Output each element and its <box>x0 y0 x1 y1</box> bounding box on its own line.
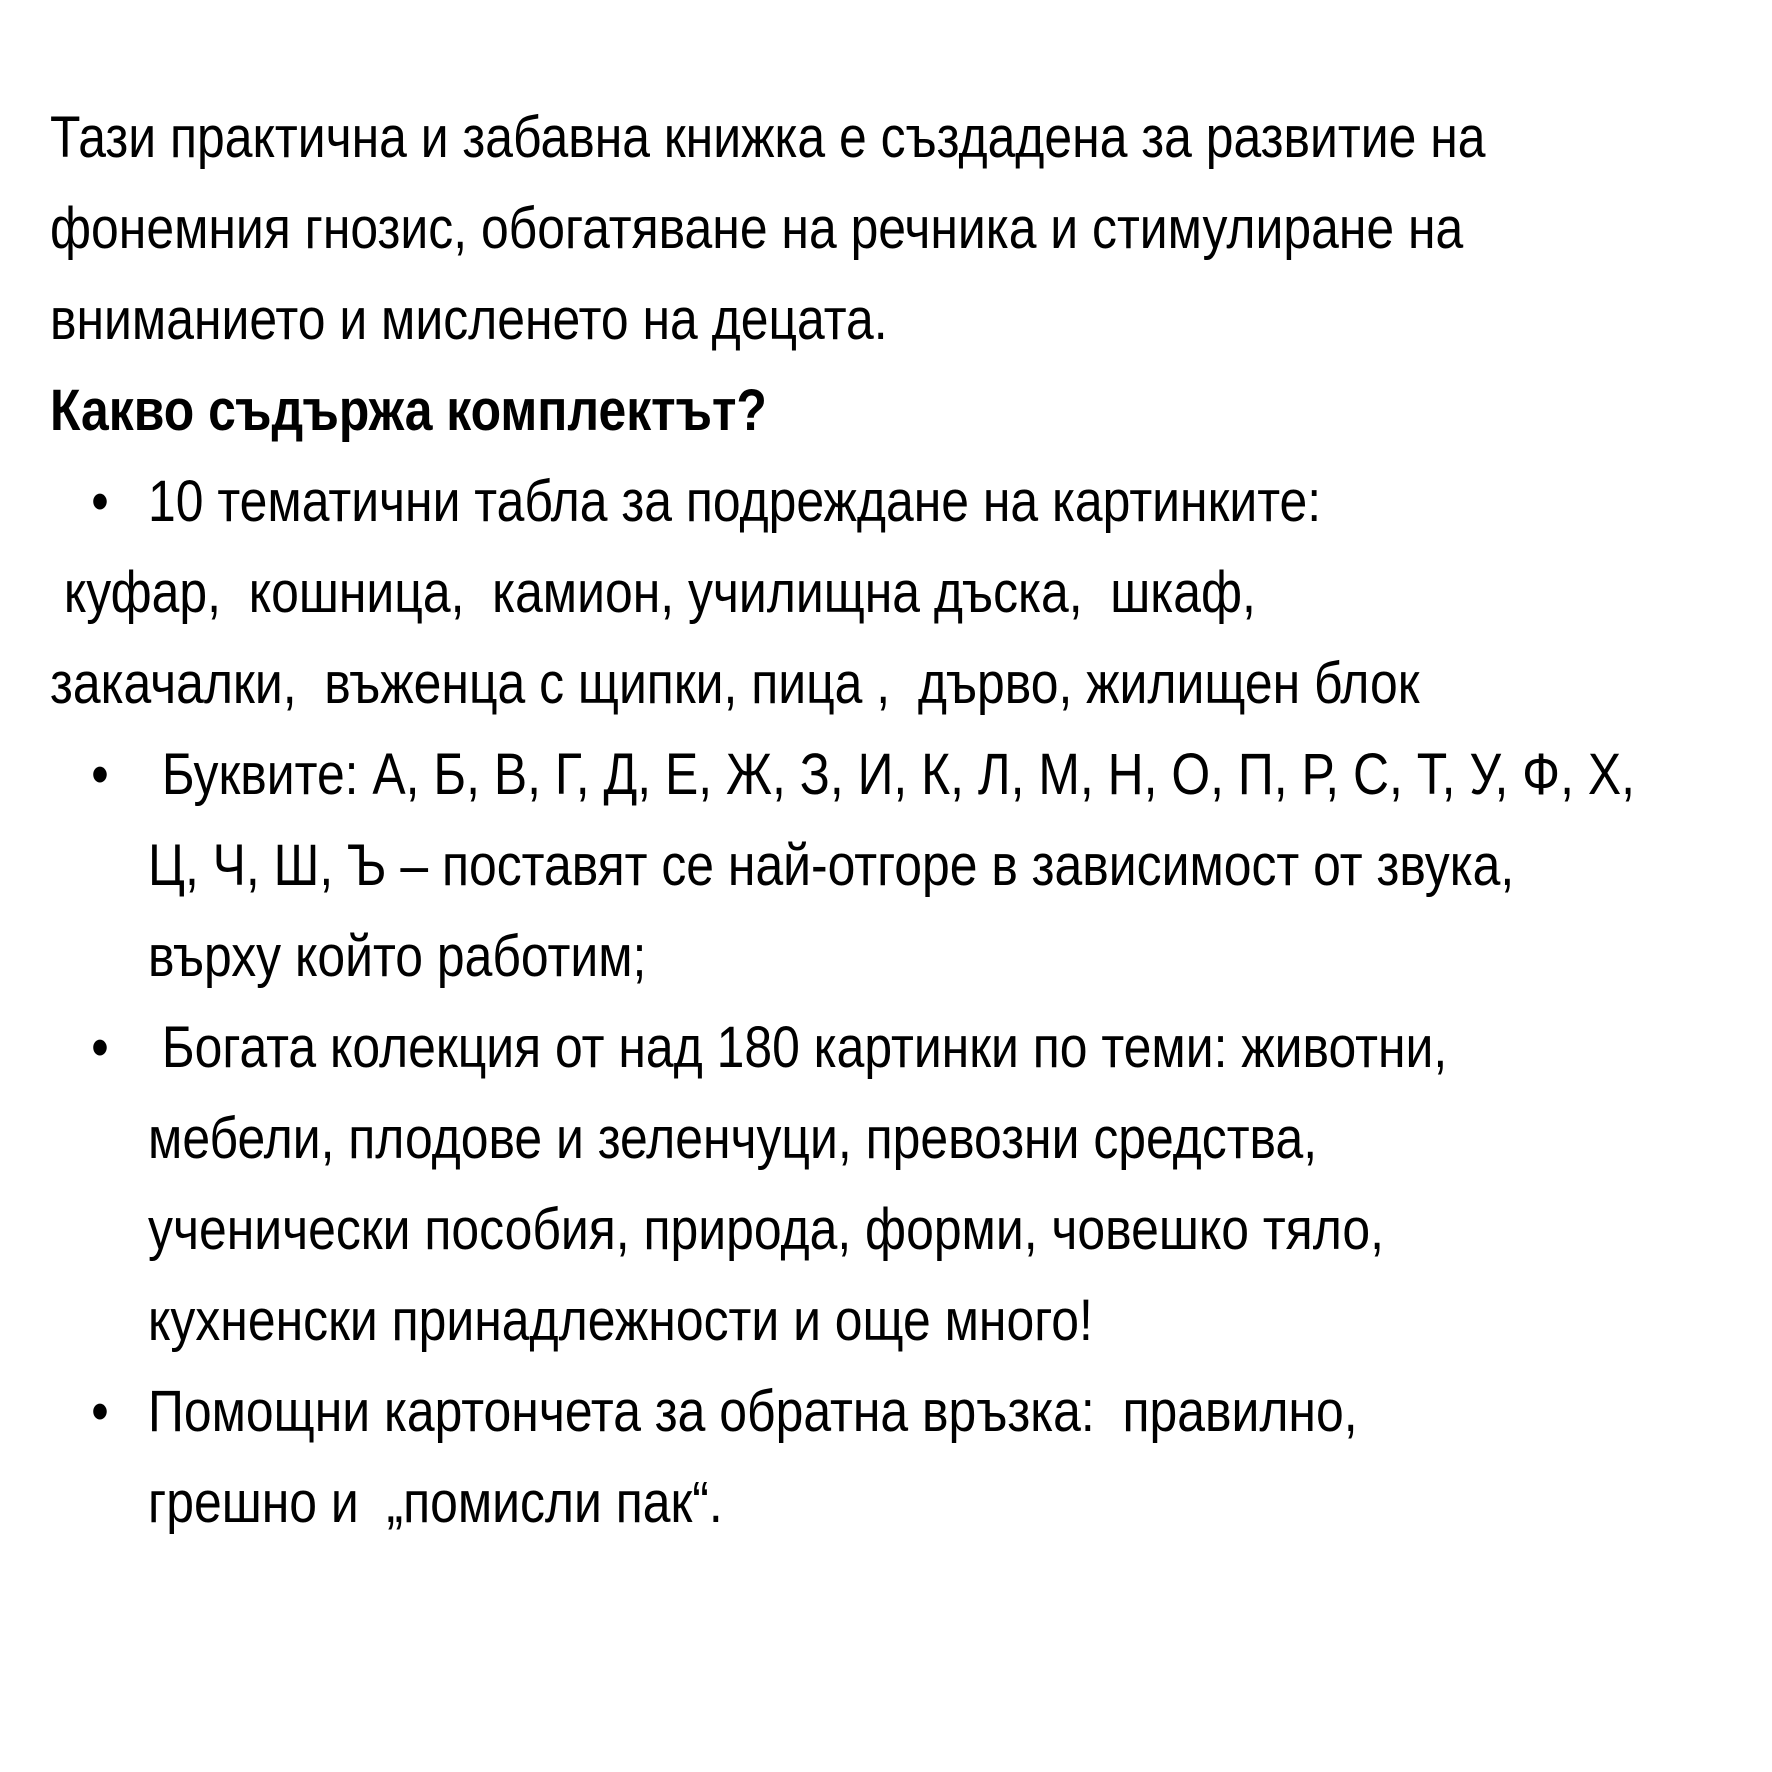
list-item-line: мебели, плодове и зеленчуци, превозни средства, <box>148 1106 1318 1171</box>
list-item-continuation: закачалки, въженца с щипки, пица , дърво, жилищен блок <box>50 651 1420 716</box>
bullet-icon: • <box>91 1379 109 1444</box>
list-item-line: Буквите: А, Б, В, Г, Д, Е, Ж, З, И, К, Л, М, Н, О, П, Р, С, Т, У, Ф, Х, <box>148 742 1635 807</box>
list-item <box>50 1002 1512 1366</box>
intro-paragraph <box>50 92 1512 365</box>
list-item-line: върху който работим; <box>148 924 647 989</box>
list-item <box>50 1366 1512 1548</box>
list-item <box>50 729 1635 1002</box>
contents-list <box>50 456 1635 1548</box>
list-item-line: Ц, Ч, Ш, Ъ – поставят се най-отгоре в зависимост от звука, <box>148 833 1515 898</box>
intro-line: фонемния гнозис, обогатяване на речника и стимулиране на <box>50 196 1464 261</box>
list-item-line: кухненски принадлежности и още много! <box>148 1288 1093 1353</box>
list-item-line: грешно и „помисли пак“. <box>148 1470 723 1535</box>
list-item-continuation: куфар, кошница, камион, училищна дъска, шкаф, <box>50 560 1256 625</box>
list-item <box>50 456 1512 547</box>
intro-line: вниманието и мисленето на децата. <box>50 287 888 352</box>
list-item-line: Богата колекция от над 180 картинки по теми: животни, <box>148 1015 1448 1080</box>
bullet-icon: • <box>91 1015 109 1080</box>
list-item-line: 10 тематични табла за подреждане на картинките: <box>148 469 1322 534</box>
section-heading: Какво съдържа комплектът? <box>50 378 767 443</box>
bullet-icon: • <box>91 469 109 534</box>
list-item-line: ученически пособия, природа, форми, човешко тяло, <box>148 1197 1384 1262</box>
list-item-line: Помощни картончета за обратна връзка: правилно, <box>148 1379 1358 1444</box>
document-page <box>50 92 1635 1548</box>
intro-line: Тази практична и забавна книжка е създадена за развитие на <box>50 105 1486 170</box>
bullet-icon: • <box>91 742 109 807</box>
